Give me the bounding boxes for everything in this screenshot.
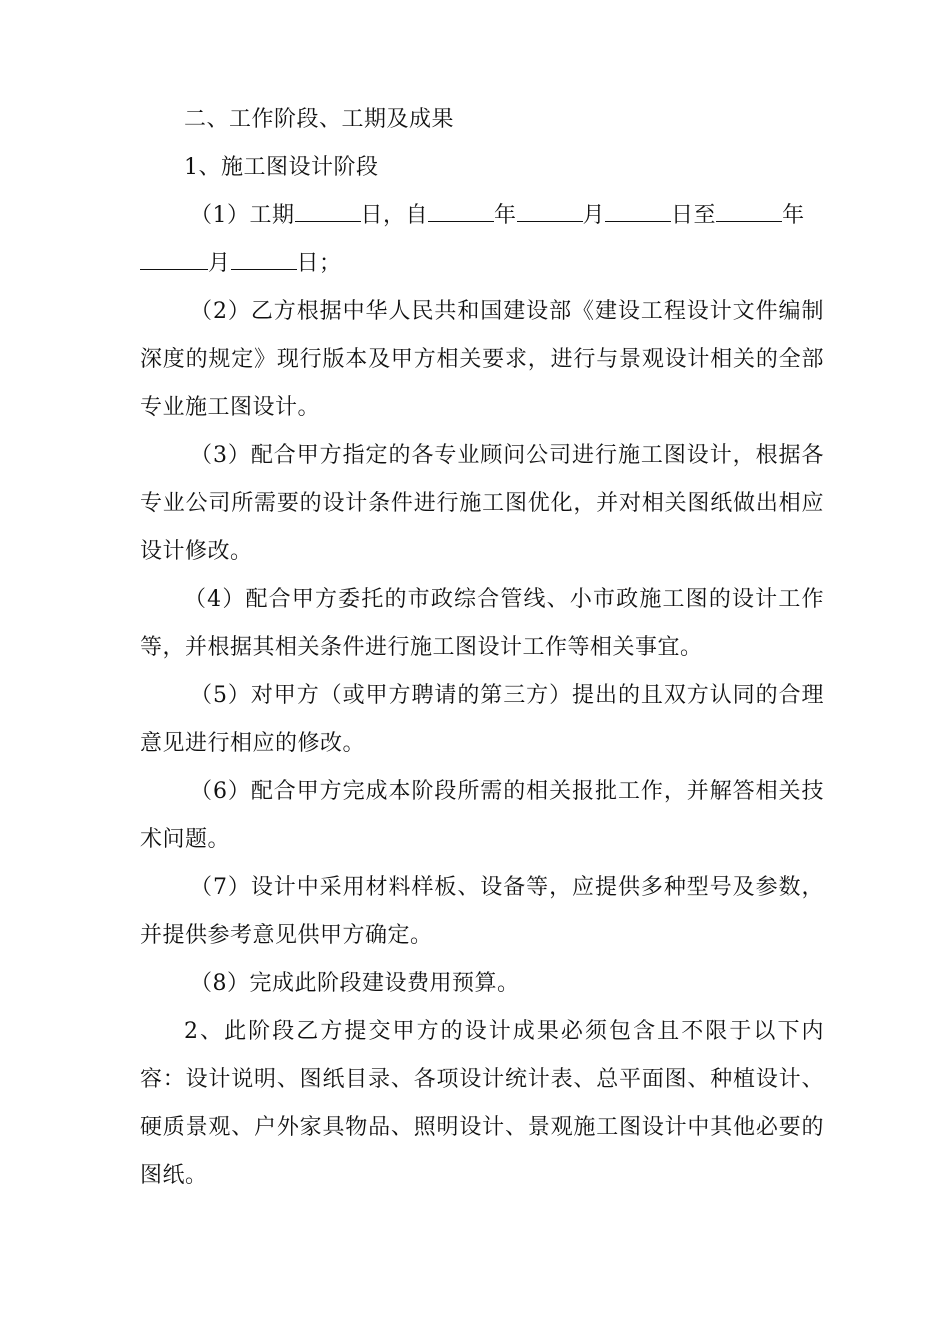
item-1-text-1: 日，自 bbox=[360, 203, 429, 228]
item-8: （8）完成此阶段建设费用预算。 bbox=[190, 971, 520, 996]
item-1-text-4: 日至 bbox=[671, 203, 717, 228]
blank-start-day bbox=[605, 201, 671, 222]
item-6: （6）配合甲方完成本阶段所需的相关报批工作，并解答相关技术问题。 bbox=[140, 779, 824, 852]
item-7: （7）设计中采用材料样板、设备等，应提供多种型号及参数，并提供参考意见供甲方确定。 bbox=[140, 875, 824, 948]
stage2-text: 2、此阶段乙方提交甲方的设计成果必须包含且不限于以下内容：设计说明、图纸目录、各项设计统计表、总平面图、种植设计、硬质景观、户外家具物品、照明设计、景观施工图设计中其他必要的图纸。 bbox=[140, 1019, 824, 1188]
item-1-text-7: 日； bbox=[296, 251, 342, 276]
item-3: （3）配合甲方指定的各专业顾问公司进行施工图设计，根据各专业公司所需要的设计条件进行施工图优化，并对相关图纸做出相应设计修改。 bbox=[140, 443, 824, 564]
item-1-text-5: 年 bbox=[782, 203, 805, 228]
item-2: （2）乙方根据中华人民共和国建设部《建设工程设计文件编制深度的规定》现行版本及甲方相关要求，进行与景观设计相关的全部专业施工图设计。 bbox=[140, 299, 824, 420]
document-page bbox=[140, 96, 824, 1200]
blank-days bbox=[295, 201, 361, 222]
blank-start-year bbox=[428, 201, 494, 222]
blank-end-year bbox=[716, 201, 782, 222]
stage1-title: 1、施工图设计阶段 bbox=[184, 155, 379, 180]
blank-end-day bbox=[231, 249, 297, 270]
item-1-text-2: 年 bbox=[494, 203, 517, 228]
item-1-text-6: 月 bbox=[208, 251, 231, 276]
item-1-schedule bbox=[140, 192, 824, 288]
item-1-prefix: （1）工期 bbox=[190, 203, 295, 228]
section-title: 二、工作阶段、工期及成果 bbox=[184, 107, 455, 132]
item-5: （5）对甲方（或甲方聘请的第三方）提出的且双方认同的合理意见进行相应的修改。 bbox=[140, 683, 824, 756]
item-4: （4）配合甲方委托的市政综合管线、小市政施工图的设计工作等，并根据其相关条件进行施工图设计工作等相关事宜。 bbox=[140, 587, 824, 660]
blank-start-month bbox=[517, 201, 583, 222]
blank-end-month bbox=[140, 249, 208, 270]
item-1-text-3: 月 bbox=[582, 203, 606, 228]
